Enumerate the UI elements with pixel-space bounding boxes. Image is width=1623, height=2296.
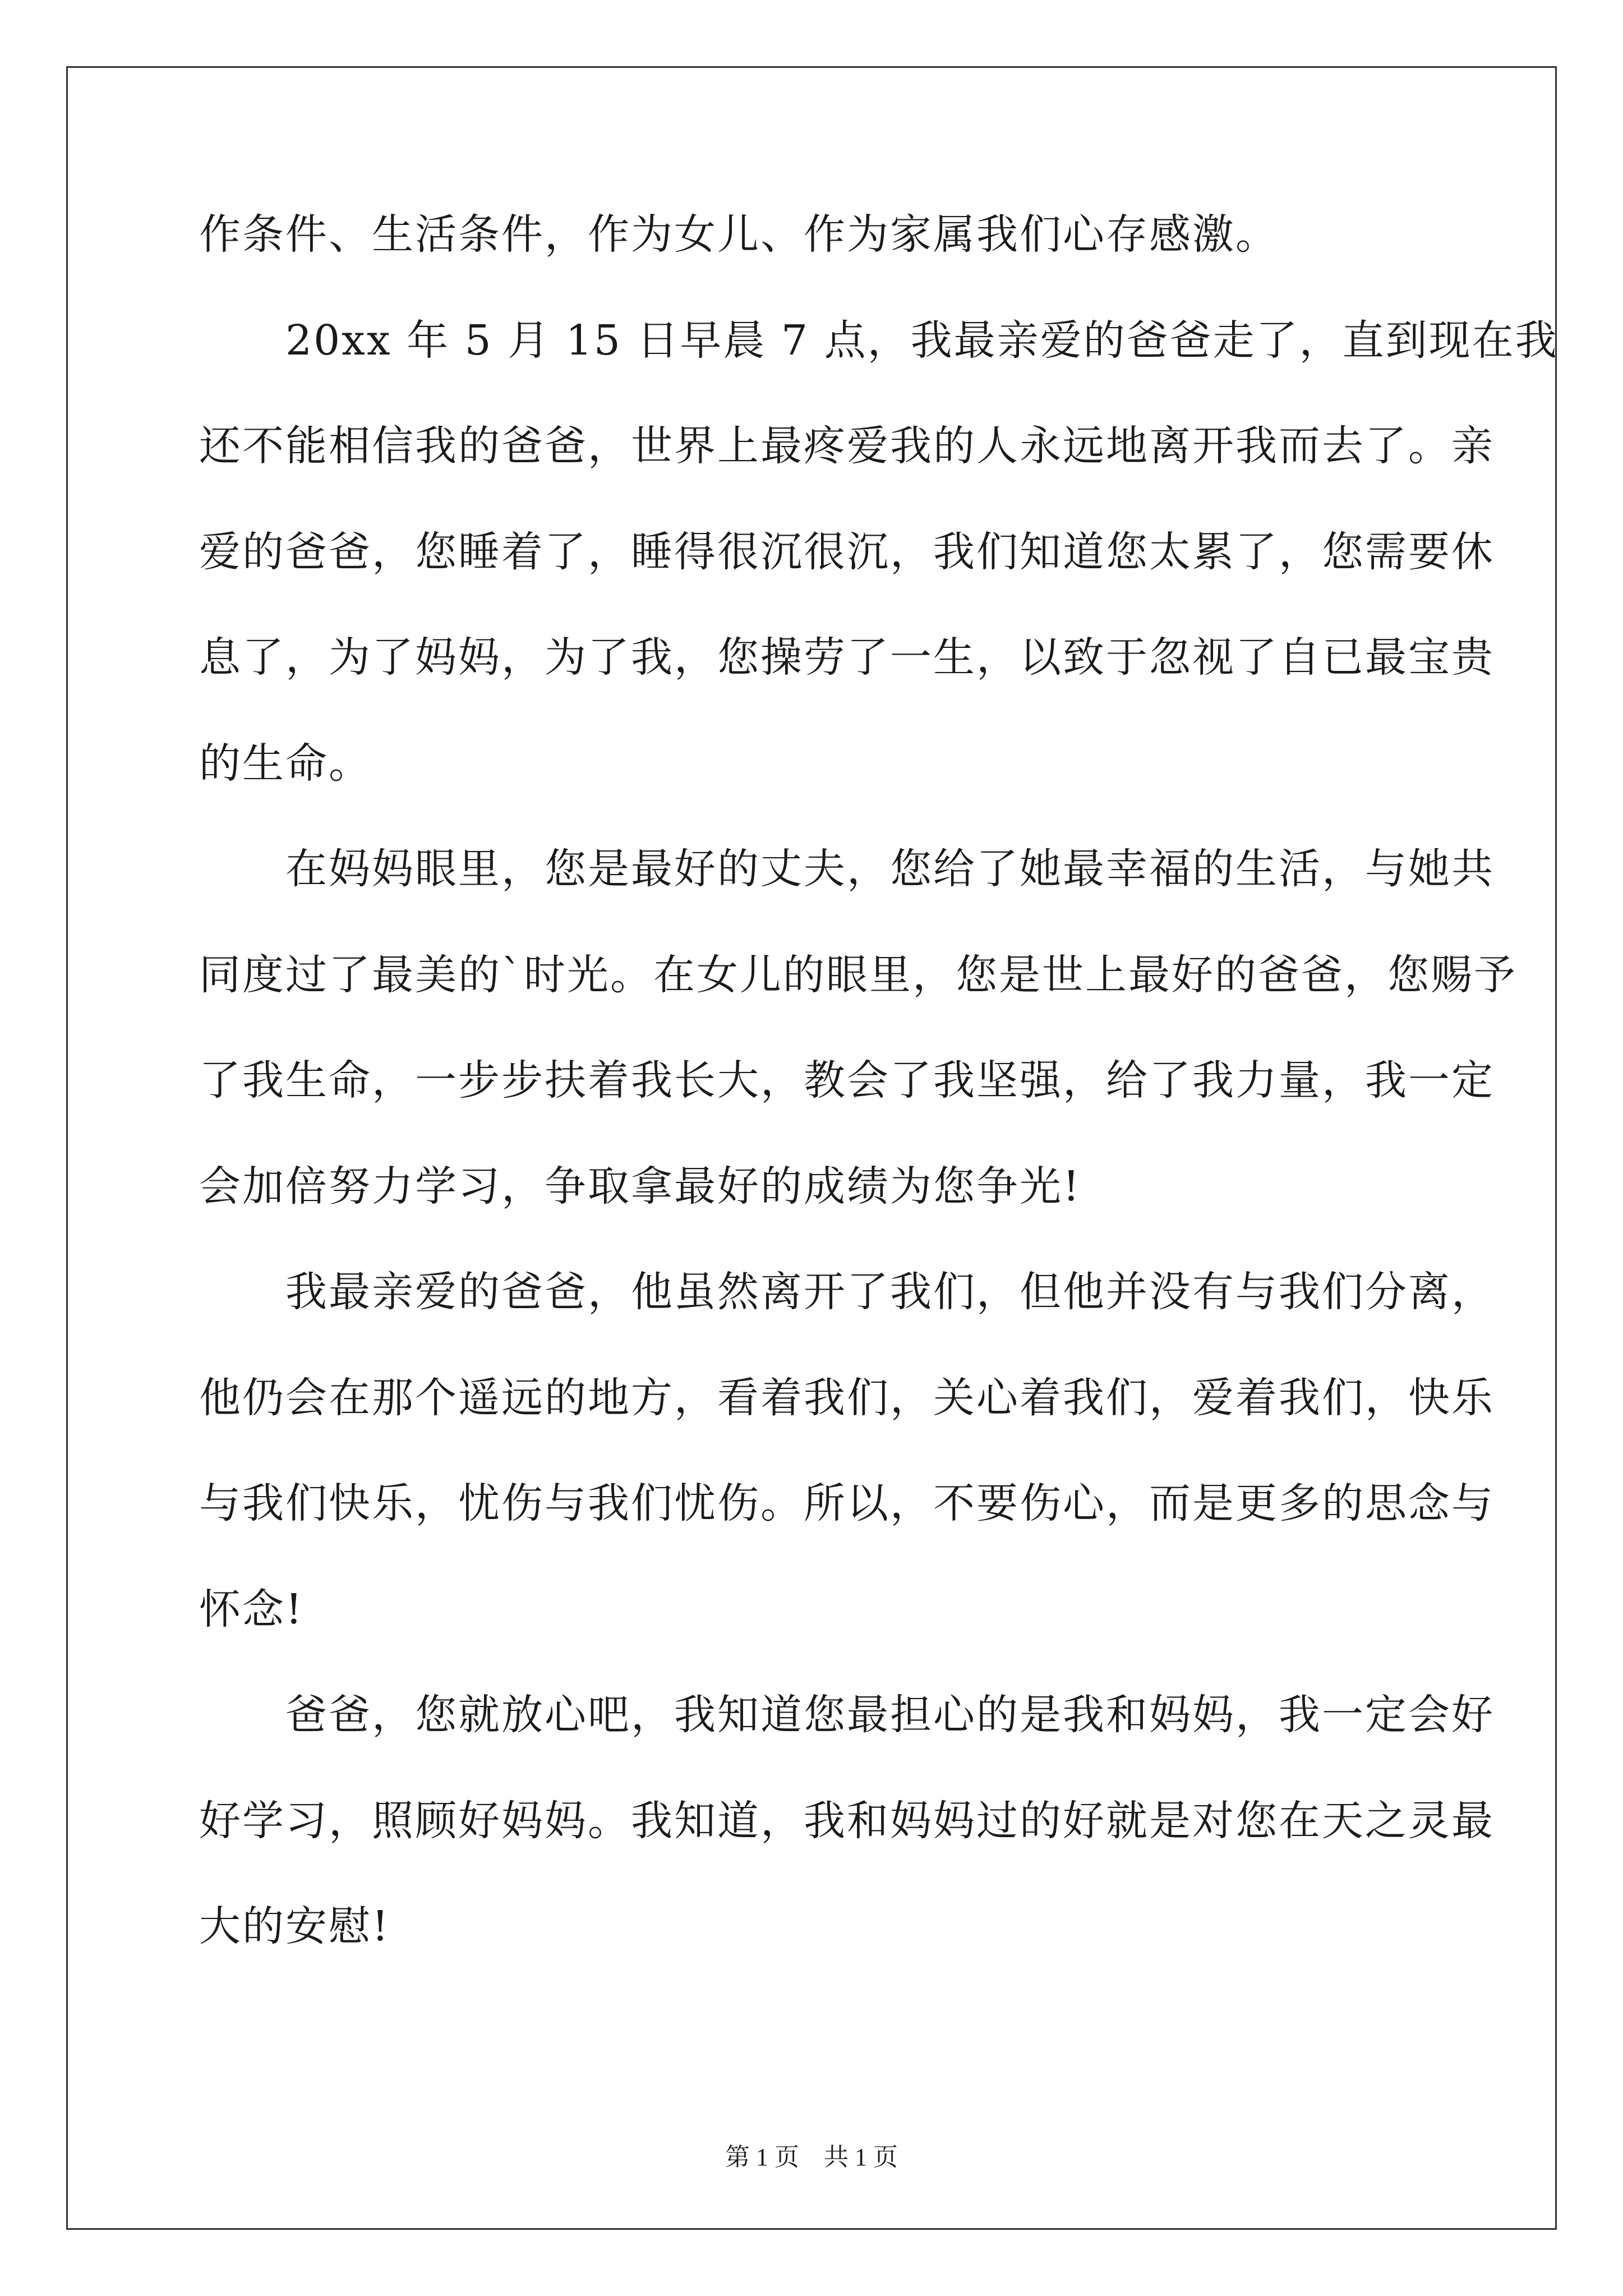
text-line: 了我生命，一步步扶着我长大，教会了我坚强，给了我力量，我一定 — [199, 1056, 1495, 1105]
text-line: 怀念! — [199, 1585, 304, 1634]
text-line: 还不能相信我的爸爸，世界上最疼爱我的人永远地离开我而去了。亲 — [199, 422, 1495, 470]
text-line: 爱的爸爸，您睡着了，睡得很沉很沉，我们知道您太累了，您需要休 — [199, 528, 1495, 576]
text-line: 会加倍努力学习，争取拿最好的成绩为您争光! — [199, 1162, 1081, 1211]
text-line: 我最亲爱的爸爸，他虽然离开了我们，但他并没有与我们分离， — [199, 1268, 1495, 1316]
text-line: 20xx 年 5 月 15 日早晨 7 点，我最亲爱的爸爸走了，直到现在我 — [199, 316, 1559, 365]
text-line: 爸爸，您就放心吧，我知道您最担心的是我和妈妈，我一定会好 — [199, 1691, 1495, 1739]
text-line: 在妈妈眼里，您是最好的丈夫，您给了她最幸福的生活，与她共 — [199, 845, 1495, 893]
text-line: 好学习，照顾好妈妈。我知道，我和妈妈过的好就是对您在天之灵最 — [199, 1797, 1495, 1845]
text-line: 息了，为了妈妈，为了我，您操劳了一生，以致于忽视了自已最宝贵 — [199, 633, 1495, 682]
page-number-footer: 第 1 页 共 1 页 — [725, 2143, 898, 2171]
text-line: 作条件、生活条件，作为女儿、作为家属我们心存感激。 — [199, 210, 1279, 259]
text-line: 他仍会在那个遥远的地方，看着我们，关心着我们，爱着我们，快乐 — [199, 1374, 1495, 1422]
text-line: 的生命。 — [199, 739, 372, 788]
text-line: 同度过了最美的`时光。在女儿的眼里，您是世上最好的爸爸，您赐予 — [199, 951, 1517, 999]
text-line: 大的安慰! — [199, 1902, 390, 1950]
text-line: 与我们快乐，忧伤与我们忧伤。所以，不要伤心，而是更多的思念与 — [199, 1479, 1495, 1527]
